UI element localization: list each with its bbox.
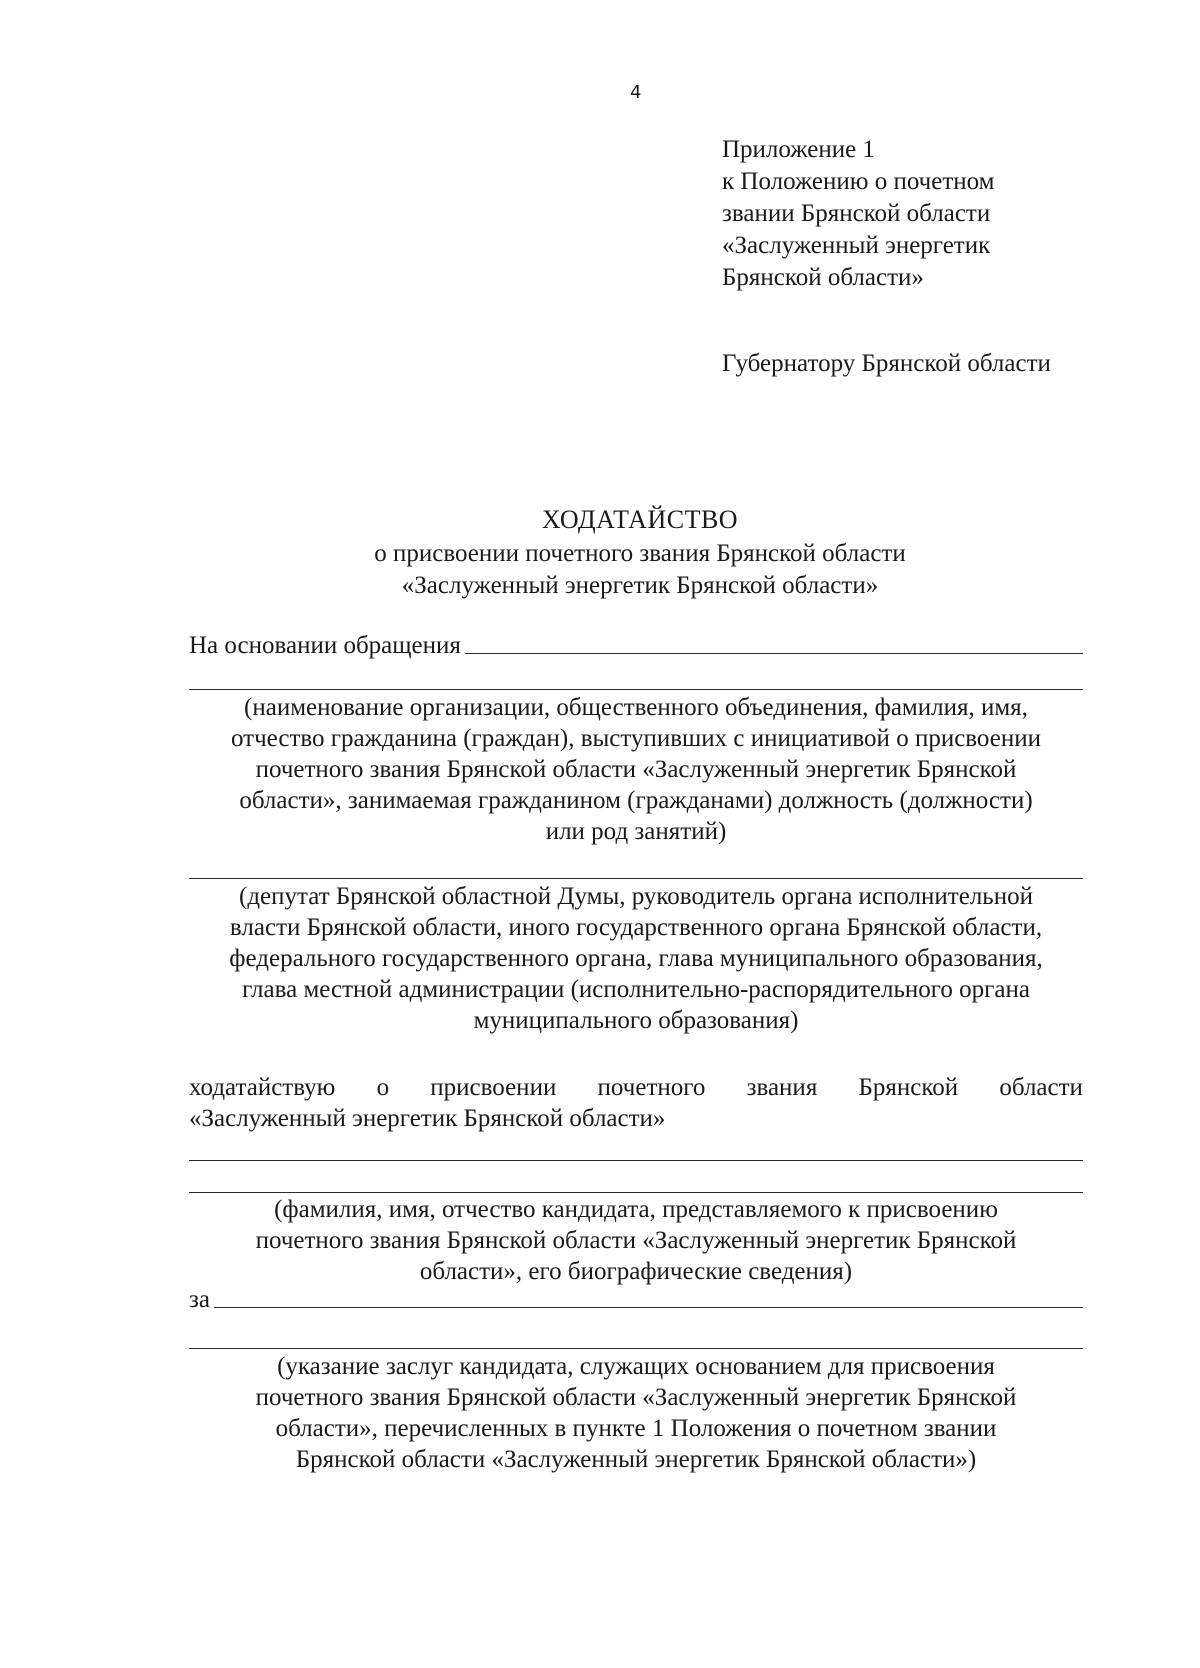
caption-line: области», перечисленных в пункте 1 Положения о почетном звании bbox=[275, 1415, 997, 1442]
basis-fill-line[interactable] bbox=[465, 653, 1083, 654]
petition-word: о bbox=[376, 1074, 390, 1101]
caption-line: области», его биографические сведения) bbox=[419, 1258, 853, 1285]
candidate-fill-line-1[interactable] bbox=[189, 1160, 1083, 1161]
document-subtitle-line: о присвоении почетного звания Брянской области bbox=[374, 540, 906, 567]
document-subtitle-line: «Заслуженный энергетик Брянской области» bbox=[401, 572, 879, 599]
petitioner-fill-line[interactable] bbox=[189, 878, 1083, 879]
caption-line: власти Брянской области, иного государственного органа Брянской области, bbox=[229, 914, 1043, 941]
caption-line: глава местной администрации (исполнительно-распорядительного органа bbox=[242, 976, 1030, 1003]
caption-line: или род занятий) bbox=[545, 818, 727, 845]
basis-caption bbox=[189, 692, 1083, 847]
caption-line: почетного звания Брянской области «Заслуженный энергетик Брянской bbox=[255, 1227, 1017, 1254]
petition-word: звания bbox=[746, 1074, 818, 1101]
petition-word: ходатайствую bbox=[189, 1074, 336, 1101]
caption-line: федерального государственного органа, глава муниципального образования, bbox=[229, 945, 1043, 972]
caption-line: Брянской области «Заслуженный энергетик Брянской области») bbox=[295, 1446, 977, 1473]
caption-line: почетного звания Брянской области «Заслуженный энергетик Брянской bbox=[255, 756, 1017, 783]
candidate-fill-line-2[interactable] bbox=[189, 1192, 1083, 1193]
page-number: 4 bbox=[630, 82, 642, 103]
petitioner-caption bbox=[189, 881, 1083, 1036]
document-title: ХОДАТАЙСТВО bbox=[541, 505, 739, 534]
caption-line: почетного звания Брянской области «Заслуженный энергетик Брянской bbox=[255, 1384, 1017, 1411]
merits-fill-line[interactable] bbox=[214, 1307, 1083, 1308]
petition-line-1 bbox=[189, 1072, 1083, 1103]
basis-label: На основании обращения bbox=[189, 632, 461, 659]
annex-line: «Заслуженный энергетик bbox=[722, 232, 991, 259]
petition-word: присвоении bbox=[430, 1074, 557, 1101]
merits-caption bbox=[189, 1351, 1083, 1475]
petition-word: Брянской bbox=[858, 1074, 959, 1101]
petition-statement bbox=[189, 1072, 1083, 1134]
caption-line: области», занимаемая гражданином (гражданами) должность (должности) bbox=[239, 787, 1033, 814]
petition-word: почетного bbox=[597, 1074, 706, 1101]
caption-line: муниципального образования) bbox=[473, 1007, 799, 1034]
merits-fill-line-2[interactable] bbox=[189, 1348, 1083, 1349]
annex-line: Приложение 1 bbox=[722, 136, 875, 163]
candidate-caption bbox=[189, 1194, 1083, 1287]
basis-field-row bbox=[189, 632, 1083, 660]
caption-line: (наименование организации, общественного объединения, фамилия, имя, bbox=[244, 694, 1028, 721]
caption-line: (депутат Брянской областной Думы, руководитель органа исполнительной bbox=[239, 883, 1033, 910]
document-heading bbox=[0, 504, 1200, 602]
caption-line: (фамилия, имя, отчество кандидата, представляемого к присвоению bbox=[274, 1196, 998, 1223]
merits-field-row bbox=[189, 1286, 1083, 1314]
annex-line: звании Брянской области bbox=[722, 200, 991, 227]
addressee: Губернатору Брянской области bbox=[722, 350, 1051, 377]
petition-word: области bbox=[999, 1074, 1083, 1101]
caption-line: отчество гражданина (граждан), выступивших с инициативой о присвоении bbox=[231, 725, 1041, 752]
petition-line-2: «Заслуженный энергетик Брянской области» bbox=[189, 1105, 666, 1132]
annex-note bbox=[722, 134, 995, 294]
annex-line: Брянской области» bbox=[722, 264, 924, 291]
basis-fill-line-2[interactable] bbox=[189, 689, 1083, 690]
annex-line: к Положению о почетном bbox=[722, 168, 995, 195]
caption-line: (указание заслуг кандидата, служащих основанием для присвоения bbox=[277, 1353, 995, 1380]
merits-label: за bbox=[189, 1286, 210, 1313]
